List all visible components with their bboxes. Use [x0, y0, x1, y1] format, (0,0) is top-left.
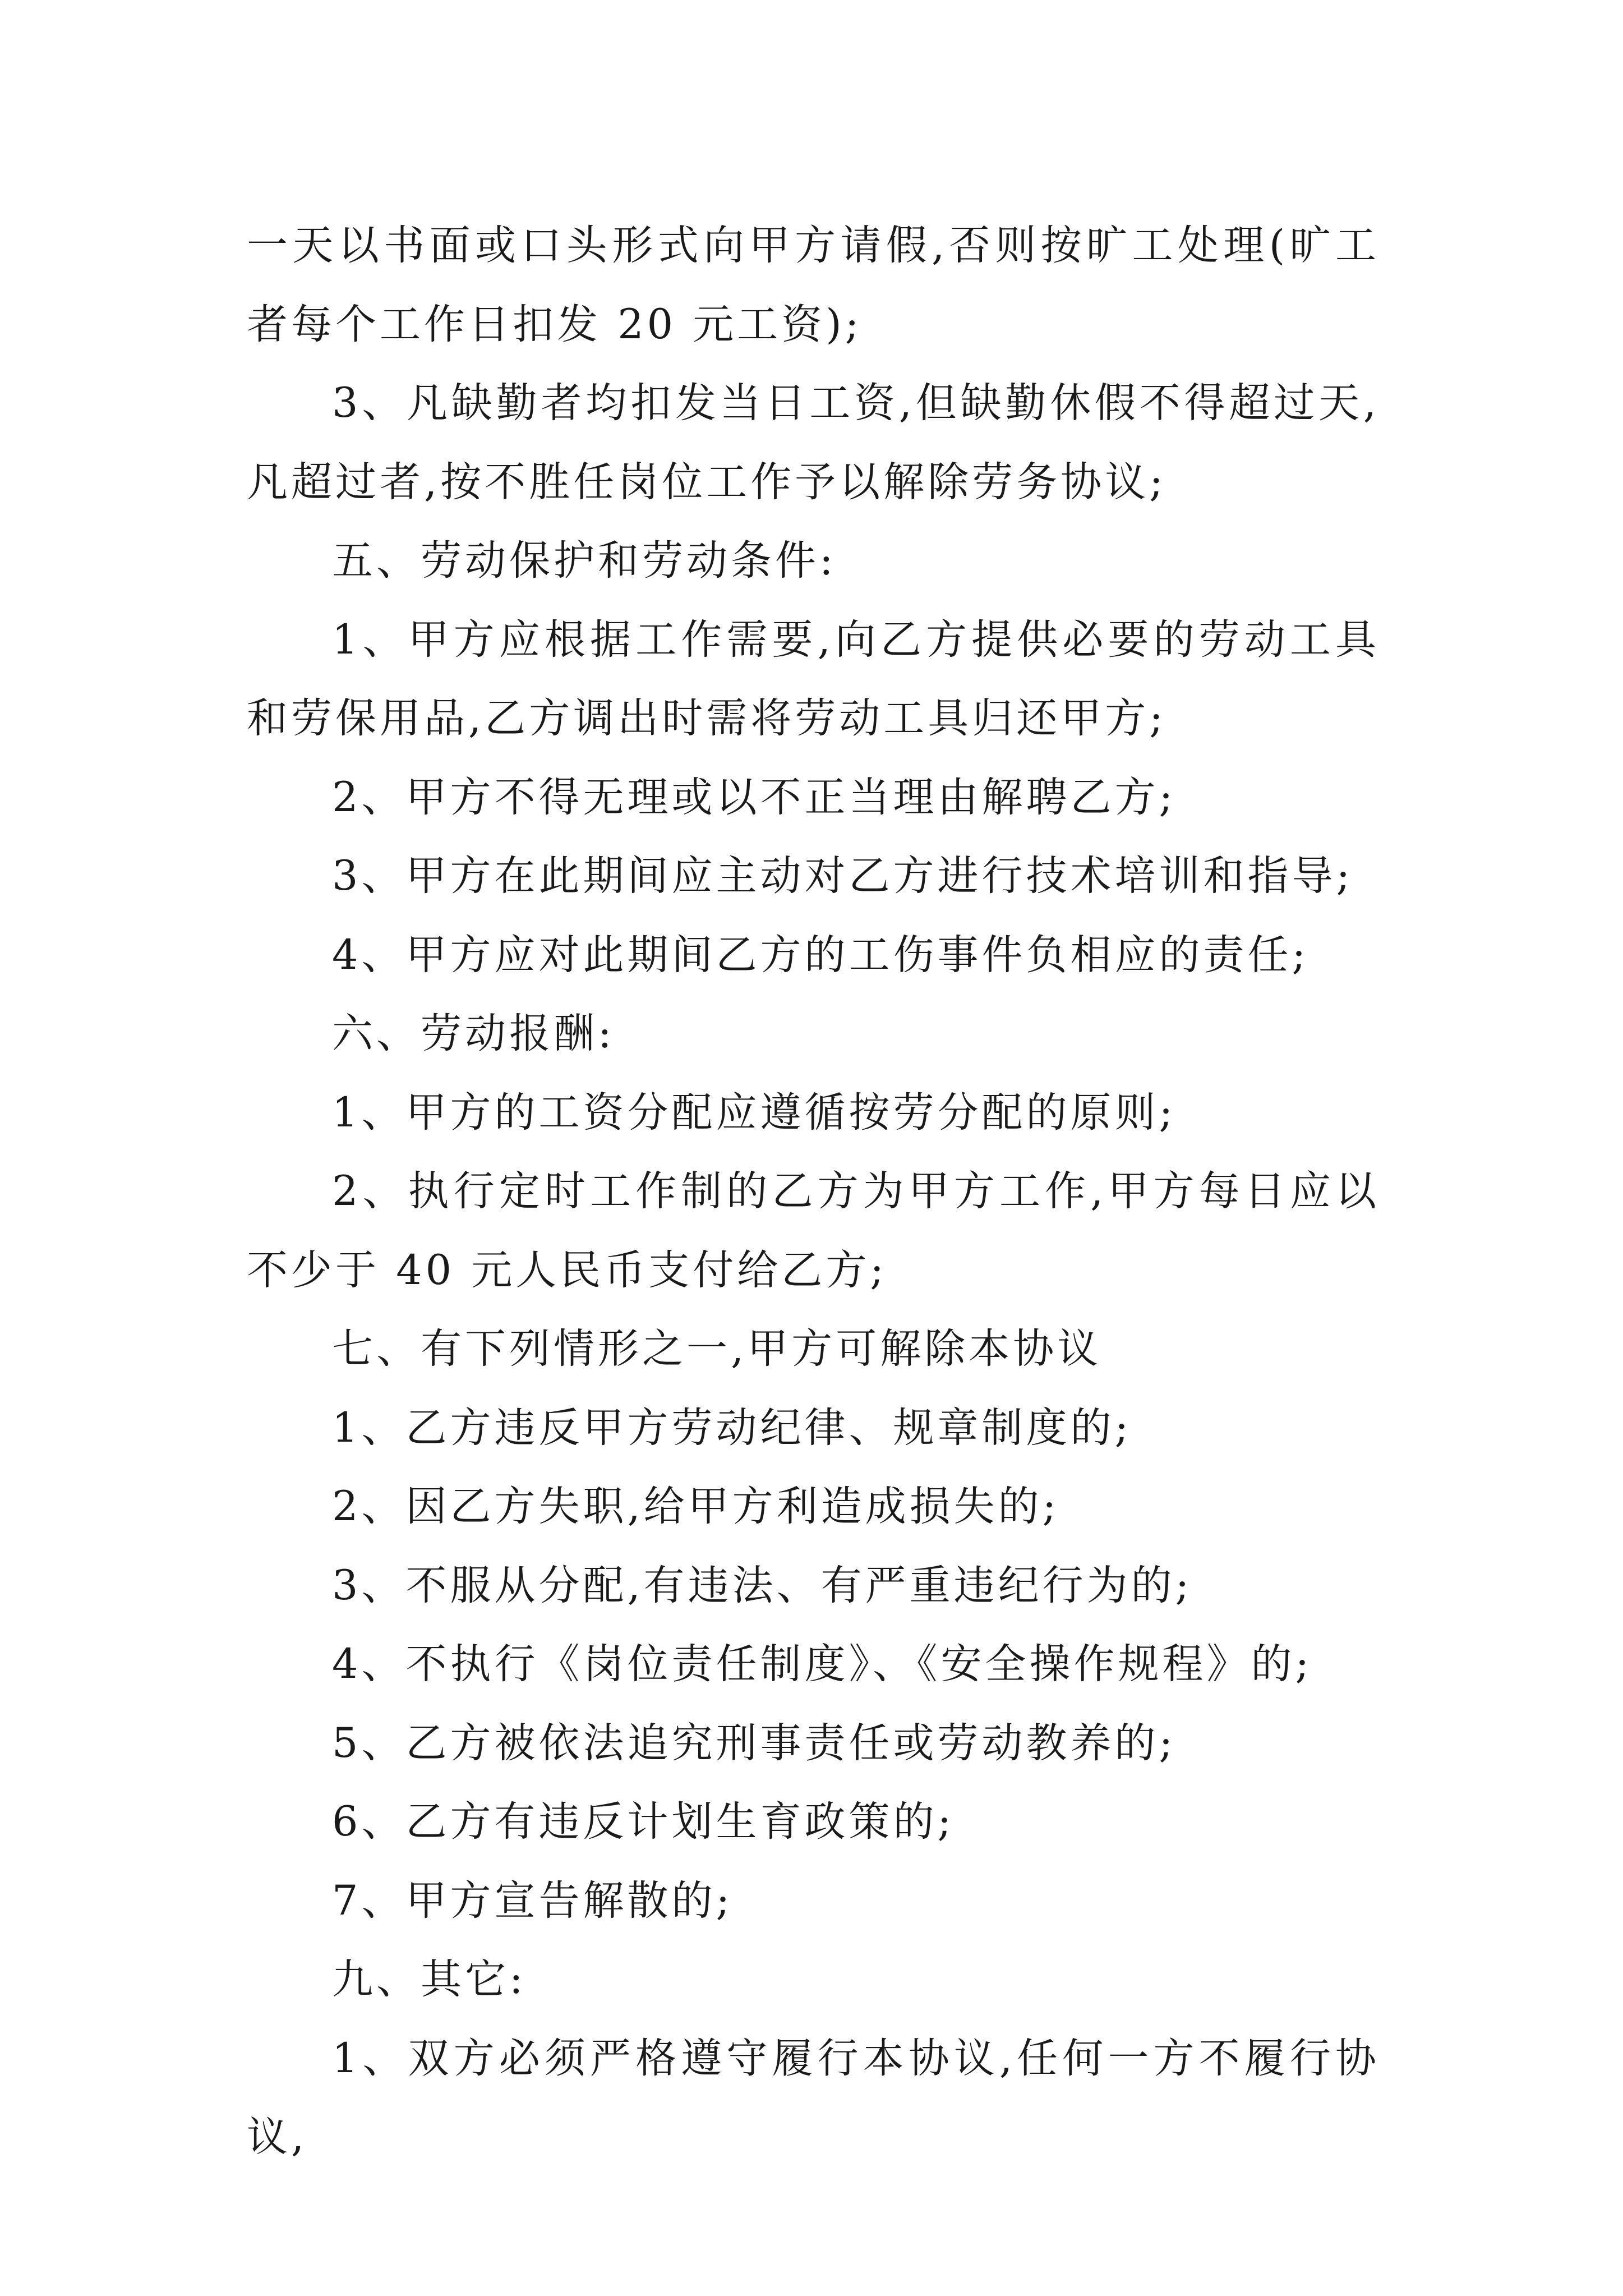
- list-item-criminal-liability: 5、乙方被依法追究刑事责任或劳动教养的;: [332, 1719, 1177, 1767]
- paragraph-no-unfair-dismissal: 2、甲方不得无理或以不正当理由解聘乙方;: [332, 773, 1177, 821]
- section-heading-other: 九、其它:: [332, 1955, 527, 2003]
- paragraph-training: 3、甲方在此期间应主动对乙方进行技术培训和指导;: [332, 852, 1354, 900]
- paragraph-leave-request: 一天以书面或口头形式向甲方请假,否则按旷工处理(旷工者每个工作日扣发 20 元工资);: [247, 222, 1380, 348]
- list-item-rules-noncompliance: 4、不执行《岗位责任制度》、《安全操作规程》的;: [332, 1640, 1313, 1688]
- paragraph-injury-responsibility: 4、甲方应对此期间乙方的工伤事件负相应的责任;: [332, 931, 1310, 979]
- list-item-insubordination: 3、不服从分配,有违法、有严重违纪行为的;: [332, 1561, 1193, 1609]
- list-item-family-planning: 6、乙方有违反计划生育政策的;: [332, 1798, 955, 1846]
- list-item-discipline-violation: 1、乙方违反甲方劳动纪律、规章制度的;: [332, 1404, 1132, 1452]
- paragraph-daily-wage: 2、执行定时工作制的乙方为甲方工作,甲方每日应以不少于 40 元人民币支付给乙方;: [247, 1167, 1380, 1294]
- paragraph-compliance: 1、双方必须严格遵守履行本协议,任何一方不履行协议,: [247, 2034, 1380, 2161]
- paragraph-tools-provision: 1、甲方应根据工作需要,向乙方提供必要的劳动工具和劳保用品,乙方调出时需将劳动工具归还甲方;: [247, 615, 1380, 742]
- list-item-dissolution: 7、甲方宣告解散的;: [332, 1876, 734, 1925]
- paragraph-distribution-principle: 1、甲方的工资分配应遵循按劳分配的原则;: [332, 1088, 1177, 1137]
- section-heading-labor-protection: 五、劳动保护和劳动条件:: [332, 537, 837, 585]
- list-item-dereliction: 2、因乙方失职,给甲方利造成损失的;: [332, 1483, 1060, 1530]
- document-body: [247, 206, 1380, 2177]
- section-heading-termination: 七、有下列情形之一,甲方可解除本协议: [332, 1325, 1102, 1373]
- paragraph-absence-deduction: 3、凡缺勤者均扣发当日工资,但缺勤休假不得超过天,凡超过者,按不胜任岗位工作予以解除劳务协议;: [247, 379, 1380, 506]
- section-heading-remuneration: 六、劳动报酬:: [332, 1010, 615, 1057]
